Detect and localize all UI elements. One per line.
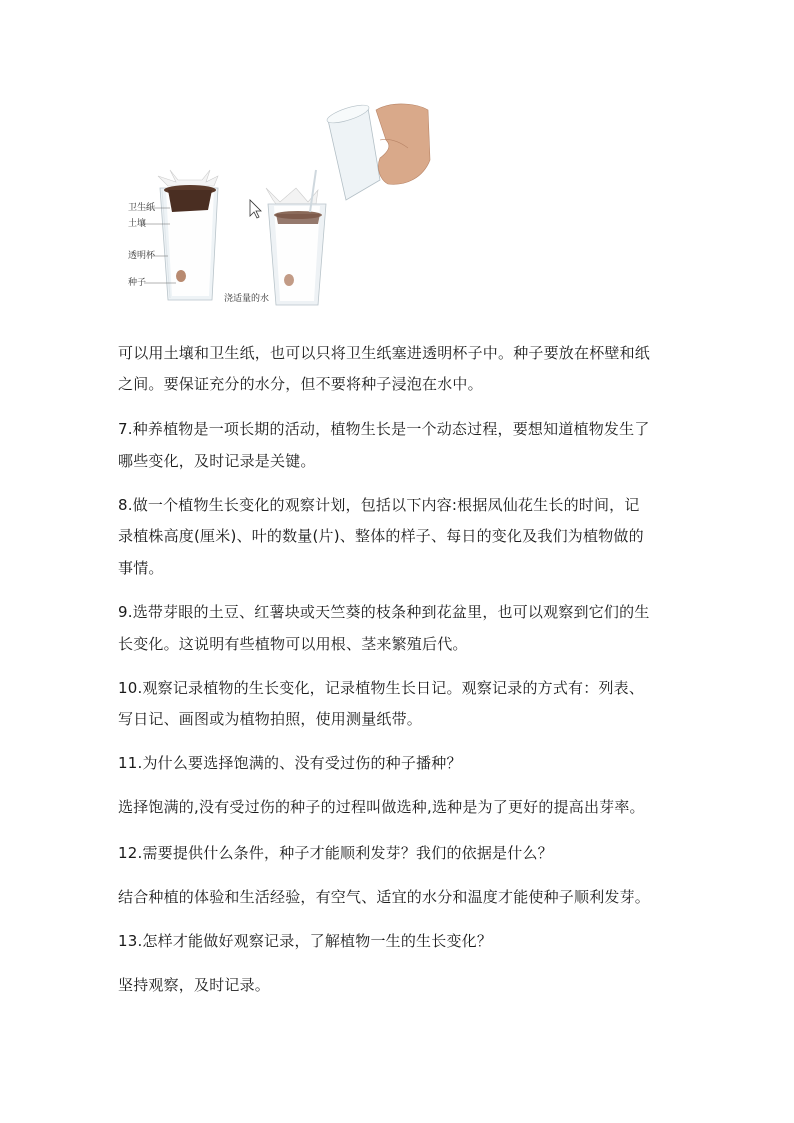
paragraph-line: 9.选带芽眼的土豆、红薯块或天竺葵的枝条种到花盆里，也可以观察到它们的生	[118, 603, 650, 621]
label-cup: 透明杯	[128, 251, 156, 261]
right-cup-image	[266, 170, 326, 305]
paragraph-line: 长变化。这说明有些植物可以用根、茎来繁殖后代。	[118, 635, 468, 653]
answer-11: 选择饱满的,没有受过伤的种子的过程叫做选种,选种是为了更好的提高出芽率。	[118, 798, 645, 816]
paragraph-line: 录植株高度(厘米)、叶的数量(片)、整体的样子、每日的变化及我们为植物做的	[118, 527, 644, 545]
label-soil: 土壤	[128, 219, 147, 229]
label-tissue: 卫生纸	[128, 203, 156, 213]
question-11: 11.为什么要选择饱满的、没有受过伤的种子播种？	[118, 754, 462, 772]
paragraph-line: 10.观察记录植物的生长变化，记录植物生长日记。观察记录的方式有：列表、	[118, 679, 645, 697]
question-13: 13.怎样才能做好观察记录，了解植物一生的生长变化？	[118, 932, 493, 950]
label-seed: 种子	[128, 278, 147, 288]
paragraph-line: 7.种养植物是一项长期的活动，植物生长是一个动态过程，要想知道植物发生了	[118, 420, 650, 438]
paragraph-line: 哪些变化，及时记录是关键。	[118, 452, 316, 470]
label-water: 浇适量的水	[224, 294, 270, 304]
paragraph-line: 写日记、画图或为植物拍照，使用测量纸带。	[118, 710, 423, 728]
paragraph-line: 8.做一个植物生长变化的观察计划，包括以下内容:根据凤仙花生长的时间，记	[118, 496, 640, 514]
question-12: 12.需要提供什么条件，种子才能顺利发芽？我们的依据是什么？	[118, 844, 553, 862]
cursor-icon	[250, 200, 261, 218]
answer-13: 坚持观察，及时记录。	[118, 976, 271, 994]
seed-cup-figure	[118, 100, 438, 315]
pouring-hand-image	[325, 101, 430, 200]
seed-cup-illustration	[118, 100, 438, 315]
answer-12: 结合种植的体验和生活经验，有空气、适宜的水分和温度才能使种子顺利发芽。	[118, 888, 651, 906]
paragraph-line: 事情。	[118, 559, 164, 577]
paragraph-line: 可以用土壤和卫生纸，也可以只将卫生纸塞进透明杯子中。种子要放在杯壁和纸	[118, 344, 651, 362]
left-cup-image	[158, 170, 218, 300]
paragraph-line: 之间。要保证充分的水分，但不要将种子浸泡在水中。	[118, 375, 483, 393]
